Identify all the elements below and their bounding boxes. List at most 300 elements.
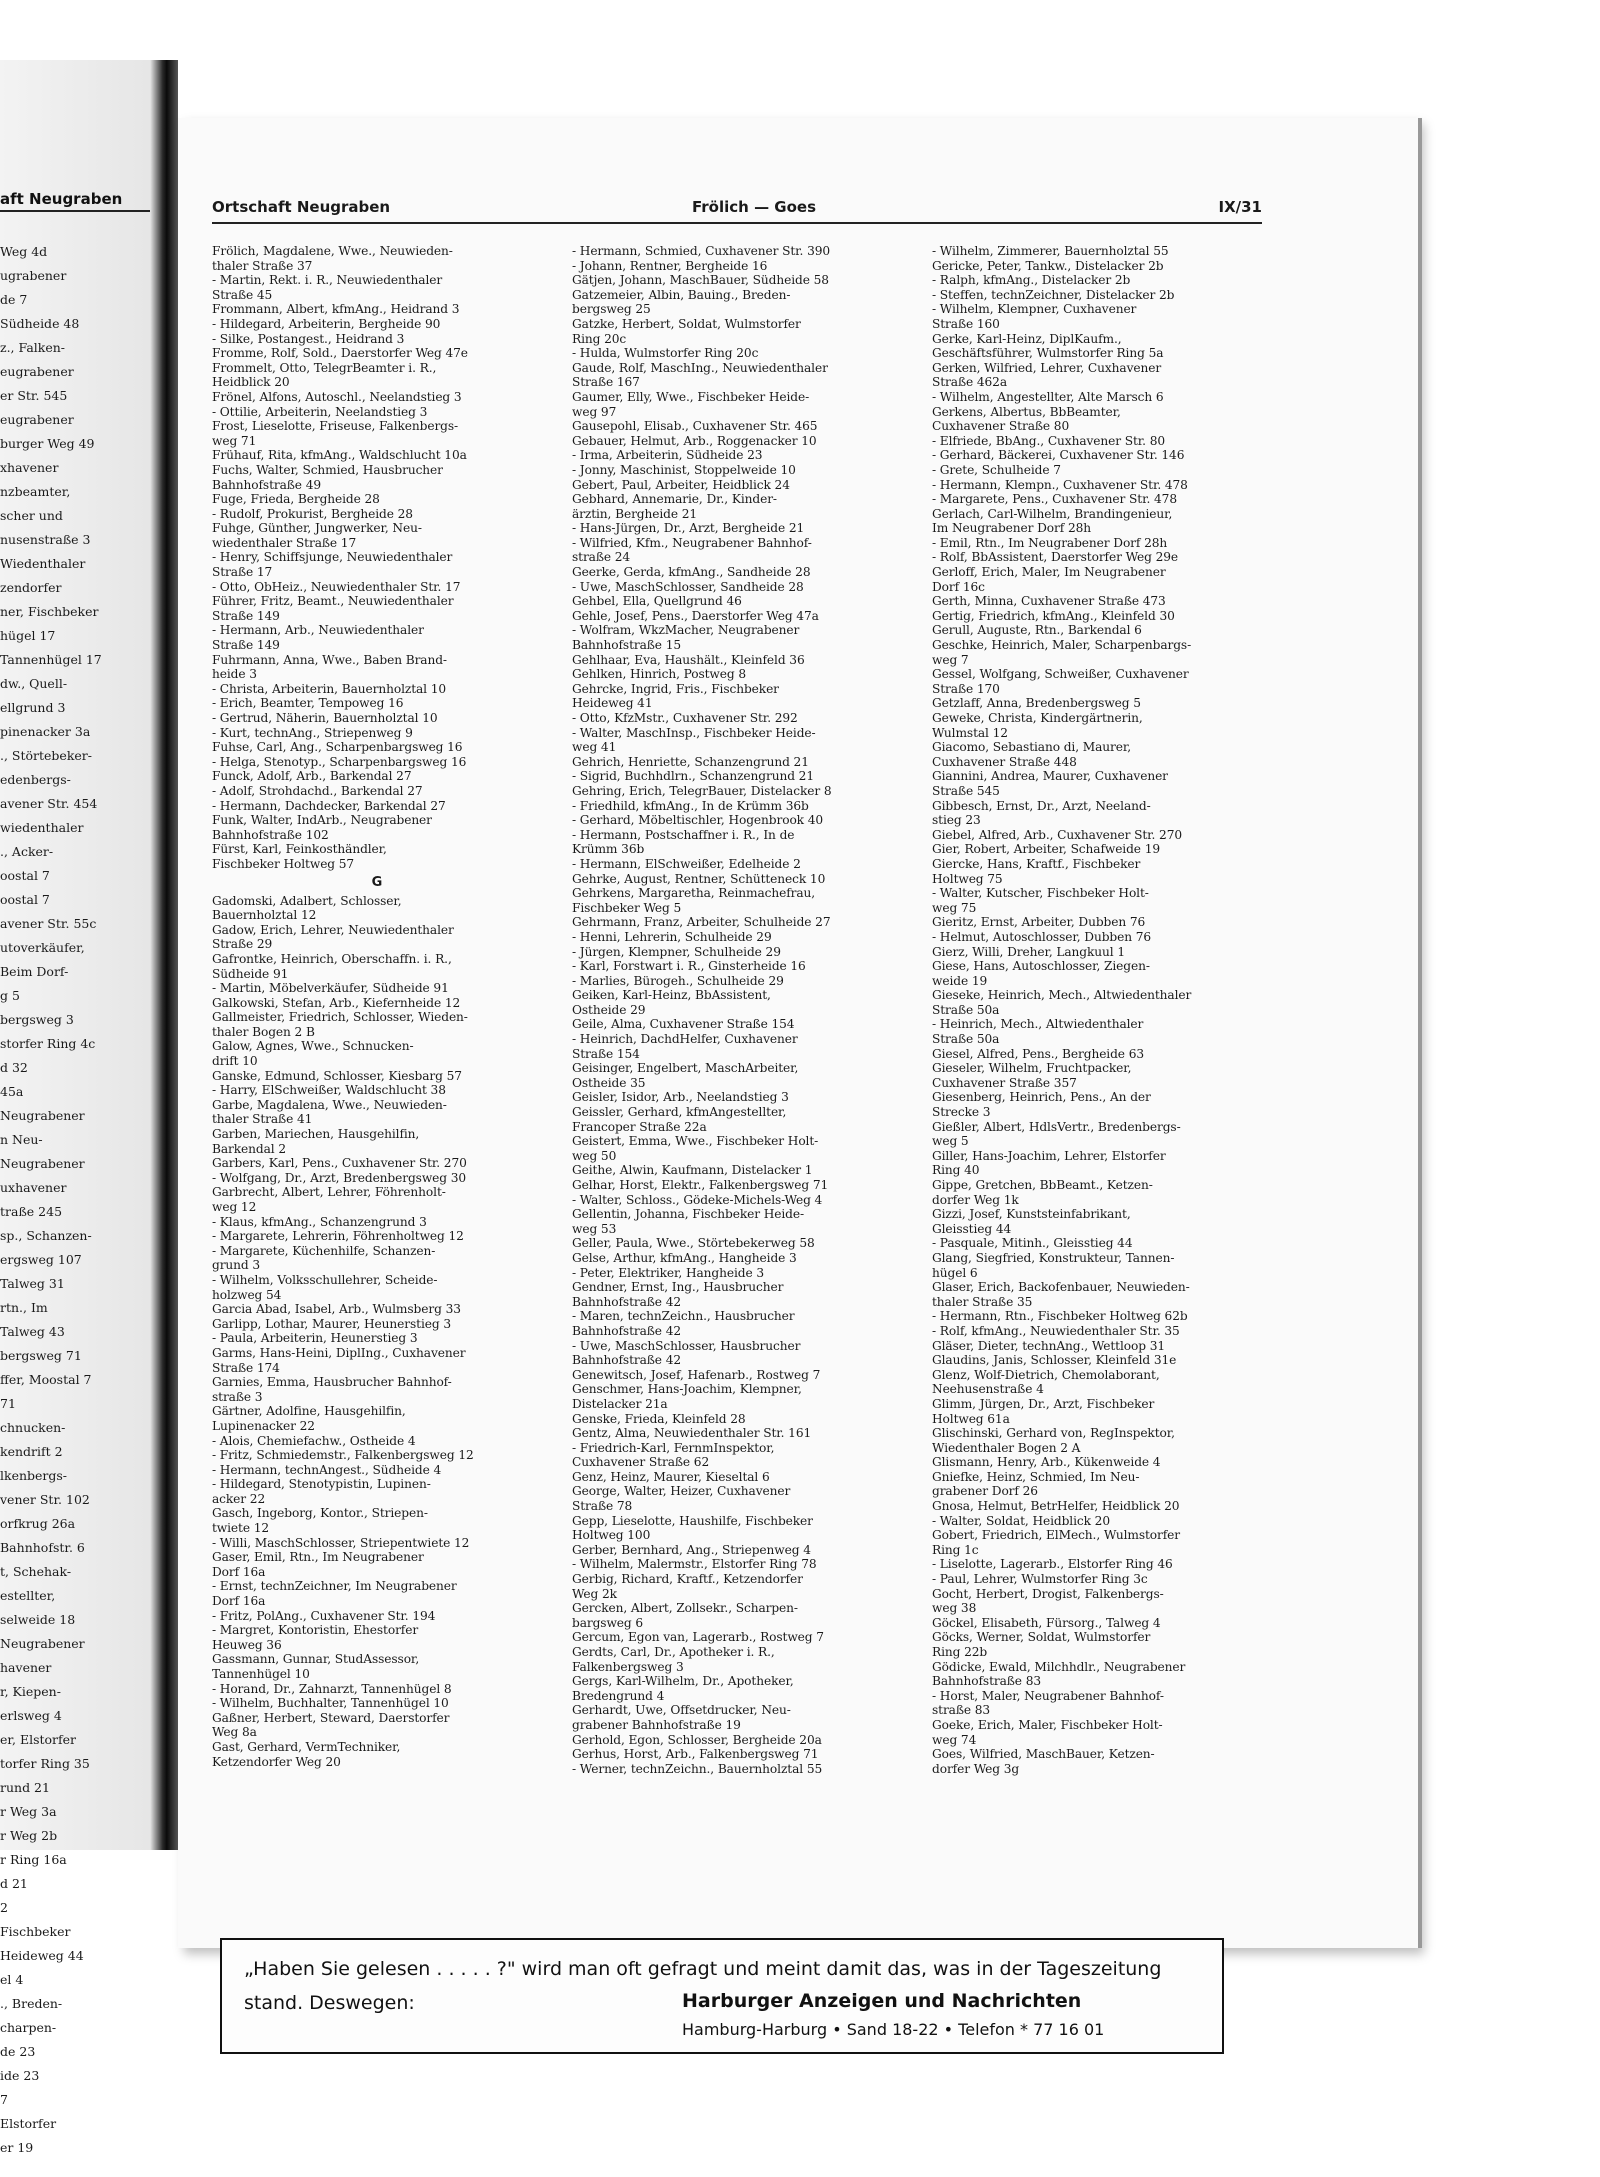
directory-entry: - Ralph, kfmAng., Distelacker 2b: [932, 273, 1131, 288]
directory-entry: Giannini, Andrea, Maurer, Cuxhavener: [932, 769, 1168, 784]
directory-entry: Gocht, Herbert, Drogist, Falkenbergs-: [932, 1586, 1164, 1601]
directory-entry: Gerdts, Carl, Dr., Apotheker i. R.,: [572, 1645, 775, 1659]
ad-address: Hamburg-Harburg • Sand 18-22 • Telefon * 77 16 01: [682, 2020, 1105, 2039]
directory-entry-continuation: Ring 20c: [572, 331, 627, 346]
previous-page-fragment: el 4: [0, 1972, 24, 1987]
book-gutter: [150, 60, 178, 1850]
directory-entry-continuation: Bahnhofstraße 83: [932, 1674, 1041, 1689]
directory-entry: - Wilhelm, Zimmerer, Bauernholztal 55: [932, 244, 1169, 258]
directory-entry: - Harry, ElSchweißer, Waldschlucht 38: [212, 1083, 446, 1098]
directory-entry: - Irma, Arbeiterin, Südheide 23: [572, 448, 763, 463]
directory-entry: George, Walter, Heizer, Cuxhavener: [572, 1484, 791, 1499]
directory-entry: Gießler, Albert, HdlsVertr., Bredenbergs-: [932, 1119, 1181, 1134]
directory-column-2: [572, 244, 902, 1776]
previous-page-fragment: pinenacker 3a: [0, 724, 91, 739]
directory-entry-continuation: bergsweg 25: [572, 302, 651, 317]
directory-entry-continuation: Weg 8a: [212, 1725, 257, 1740]
previous-page-fragment: Tannenhügel 17: [0, 652, 102, 667]
directory-entry: Garlipp, Lothar, Maurer, Heunerstieg 3: [212, 1316, 451, 1331]
directory-entry: - Hermann, Postschaffner i. R., In de: [572, 827, 795, 842]
directory-entry: - Hermann, technAngest., Südheide 4: [212, 1462, 442, 1477]
previous-page-fragment: ., Acker-: [0, 844, 54, 859]
previous-page-fragment: Fischbeker: [0, 1924, 71, 1939]
previous-page-fragment: oostal 7: [0, 892, 50, 907]
directory-entry: Goeke, Erich, Maler, Fischbeker Holt-: [932, 1717, 1163, 1732]
directory-entry: - Hermann, Arb., Neuwiedenthaler: [212, 623, 424, 638]
directory-column-1: [212, 244, 542, 1769]
directory-entry: - Horst, Maler, Neugrabener Bahnhof-: [932, 1688, 1164, 1703]
directory-entry: - Walter, Soldat, Heidblick 20: [932, 1513, 1110, 1528]
directory-entry-continuation: weg 74: [932, 1732, 977, 1747]
directory-entry: - Walter, Kutscher, Fischbeker Holt-: [932, 886, 1149, 901]
previous-page-fragment: eugrabener: [0, 412, 74, 427]
directory-entry: - Hermann, Klempn., Cuxhavener Str. 478: [932, 477, 1188, 492]
directory-entry: Ganske, Edmund, Schlosser, Kiesbarg 57: [212, 1068, 462, 1083]
previous-page-fragment: scher und: [0, 508, 63, 523]
directory-entry-continuation: Barkendal 2: [212, 1141, 286, 1156]
directory-entry-continuation: Wulmstal 12: [932, 725, 1008, 740]
directory-entry: Gerber, Bernhard, Ang., Striepenweg 4: [572, 1542, 811, 1557]
directory-entry: - Margarete, Lehrerin, Föhrenholtweg 12: [212, 1229, 464, 1244]
previous-page-fragment: ffer, Moostal 7: [0, 1372, 92, 1387]
directory-entry-continuation: Bahnhofstraße 42: [572, 1323, 681, 1338]
directory-entry-continuation: Cuxhavener Straße 62: [572, 1455, 710, 1470]
previous-page-fragment: utoverkäufer,: [0, 940, 85, 955]
previous-page-fragment: rund 21: [0, 1780, 50, 1795]
directory-entry: Giesenberg, Heinrich, Pens., An der: [932, 1090, 1151, 1105]
directory-entry: - Sigrid, Buchhdlrn., Schanzengrund 21: [572, 769, 814, 784]
directory-entry-continuation: thaler Bogen 2 B: [212, 1024, 315, 1039]
directory-entry: Gast, Gerhard, VermTechniker,: [212, 1739, 401, 1754]
directory-entry: Geweke, Christa, Kindergärtnerin,: [932, 711, 1143, 725]
directory-entry: Gätjen, Johann, MaschBauer, Südheide 58: [572, 273, 829, 288]
directory-entry: Gasch, Ingeborg, Kontor., Striepen-: [212, 1506, 428, 1521]
directory-entry: - Kurt, technAng., Striepenweg 9: [212, 725, 413, 740]
directory-entry: - Hildegard, Arbeiterin, Bergheide 90: [212, 316, 441, 331]
directory-entry-continuation: Neehusenstraße 4: [932, 1382, 1044, 1397]
header-locality: Ortschaft Neugraben: [212, 198, 391, 216]
directory-entry: Glang, Siegfried, Konstrukteur, Tannen-: [932, 1250, 1175, 1265]
previous-page-fragment: chnucken-: [0, 1420, 66, 1435]
directory-entry: Glimm, Jürgen, Dr., Arzt, Fischbeker: [932, 1396, 1155, 1411]
directory-entry: Giese, Hans, Autoschlosser, Ziegen-: [932, 959, 1150, 974]
directory-entry: Geithe, Alwin, Kaufmann, Distelacker 1: [572, 1163, 813, 1178]
directory-entry-continuation: Straße 462a: [932, 375, 1007, 390]
previous-page-fragment: n Neu-: [0, 1132, 43, 1147]
directory-entry-continuation: holzweg 54: [212, 1287, 282, 1302]
directory-entry-continuation: heide 3: [212, 667, 257, 682]
directory-entry-continuation: dorfer Weg 3g: [932, 1761, 1020, 1776]
previous-page-fragment: sp., Schanzen-: [0, 1228, 92, 1243]
directory-entry-continuation: weg 7: [932, 652, 969, 667]
directory-entry-continuation: hügel 6: [932, 1265, 978, 1280]
directory-entry-continuation: Ostheide 35: [572, 1075, 646, 1090]
directory-entry: - Margarete, Küchenhilfe, Schanzen-: [212, 1243, 436, 1258]
directory-entry-continuation: grund 3: [212, 1258, 261, 1273]
directory-entry: - Emil, Rtn., Im Neugrabener Dorf 28h: [932, 535, 1168, 550]
directory-entry: Gaumer, Elly, Wwe., Fischbeker Heide-: [572, 389, 810, 404]
previous-page-fragment: ide 23: [0, 2068, 40, 2083]
directory-entry: - Uwe, MaschSchlosser, Hausbrucher: [572, 1338, 801, 1353]
previous-page-fragment: burger Weg 49: [0, 436, 95, 451]
directory-entry: Gepp, Lieselotte, Haushilfe, Fischbeker: [572, 1513, 813, 1528]
directory-entry: - Maren, technZeichn., Hausbrucher: [572, 1309, 795, 1324]
directory-entry-continuation: Straße 50a: [932, 1002, 1000, 1017]
directory-entry-continuation: Straße 167: [572, 375, 640, 390]
directory-entry: - Wilhelm, Buchhalter, Tannenhügel 10: [212, 1696, 449, 1711]
directory-entry: Gebhard, Annemarie, Dr., Kinder-: [572, 492, 777, 507]
directory-entry: Gippe, Gretchen, BbBeamt., Ketzen-: [932, 1178, 1153, 1192]
directory-entry-continuation: straße 3: [212, 1389, 263, 1404]
directory-entry-continuation: Cuxhavener Straße 357: [932, 1075, 1077, 1090]
directory-entry: Frommelt, Otto, TelegrBeamter i. R.,: [212, 360, 437, 375]
directory-entry-continuation: Ring 22b: [932, 1645, 988, 1659]
directory-entry: Garbrecht, Albert, Lehrer, Föhrenholt-: [212, 1185, 446, 1200]
directory-entry: Geistert, Emma, Wwe., Fischbeker Holt-: [572, 1134, 819, 1149]
directory-entry-continuation: Lupinenacker 22: [212, 1418, 315, 1433]
previous-page-fragment: oostal 7: [0, 868, 50, 883]
directory-entry: Genz, Heinz, Maurer, Kieseltal 6: [572, 1469, 770, 1484]
directory-entry: Fromme, Rolf, Sold., Daerstorfer Weg 47e: [212, 346, 468, 361]
previous-page-fragment: charpen-: [0, 2020, 57, 2035]
directory-entry-continuation: Ostheide 29: [572, 1002, 646, 1017]
directory-entry-continuation: Holtweg 61a: [932, 1411, 1010, 1426]
previous-page-fragment: uxhavener: [0, 1180, 67, 1195]
previous-page-fragment: Beim Dorf-: [0, 964, 69, 979]
directory-entry: - Horand, Dr., Zahnarzt, Tannenhügel 8: [212, 1681, 452, 1696]
directory-entry: - Friedrich-Karl, FernmInspektor,: [572, 1440, 775, 1455]
directory-entry: Frommann, Albert, kfmAng., Heidrand 3: [212, 302, 460, 317]
directory-entry-continuation: weide 19: [932, 973, 988, 988]
ad-newspaper-name: Harburger Anzeigen und Nachrichten: [682, 1990, 1082, 2012]
previous-page-edge: [0, 60, 150, 2155]
directory-entry: Göckel, Elisabeth, Fürsorg., Talweg 4: [932, 1615, 1161, 1630]
previous-page-header: aft Neugraben: [0, 190, 123, 208]
directory-entry: - Alois, Chemiefachw., Ostheide 4: [212, 1433, 416, 1448]
directory-entry: - Johann, Rentner, Bergheide 16: [572, 258, 768, 273]
previous-page-fragment: er Str. 545: [0, 388, 68, 403]
directory-entry-continuation: Falkenbergsweg 3: [572, 1659, 684, 1674]
directory-entry: Gierz, Willi, Dreher, Langkuul 1: [932, 944, 1126, 959]
previous-page-fragment: Neugrabener: [0, 1108, 85, 1123]
header-page-number: IX/31: [1218, 198, 1262, 216]
previous-page-fragment: Heideweg 44: [0, 1948, 84, 1963]
directory-entry-continuation: weg 41: [572, 740, 617, 755]
previous-page-fragment: ugrabener: [0, 268, 67, 283]
directory-entry-continuation: grabener Dorf 26: [932, 1484, 1038, 1499]
directory-entry: - Gertrud, Näherin, Bauernholztal 10: [212, 711, 438, 725]
directory-entry: Gausepohl, Elisab., Cuxhavener Str. 465: [572, 419, 818, 434]
directory-entry: Garbe, Magdalena, Wwe., Neuwieden-: [212, 1097, 447, 1112]
directory-entry-continuation: drift 10: [212, 1054, 258, 1069]
directory-entry: - Hermann, Rtn., Fischbeker Holtweg 62b: [932, 1309, 1188, 1324]
previous-page-fragment: vener Str. 102: [0, 1492, 90, 1507]
directory-entry: Gieseler, Wilhelm, Fruchtpacker,: [932, 1061, 1132, 1076]
directory-entry: Gericke, Peter, Tankw., Distelacker 2b: [932, 258, 1164, 273]
directory-entry: - Hermann, ElSchweißer, Edelheide 2: [572, 856, 801, 871]
previous-page-fragment: eugrabener: [0, 364, 74, 379]
directory-entry: - Gerhard, Bäckerei, Cuxhavener Str. 146: [932, 448, 1185, 463]
directory-entry: - Pasquale, Mitinh., Gleisstieg 44: [932, 1236, 1133, 1251]
directory-entry: - Uwe, MaschSchlosser, Sandheide 28: [572, 579, 804, 594]
previous-page-fragment: 7: [0, 2092, 8, 2107]
directory-entry: Fuhse, Carl, Ang., Scharpenbargsweg 16: [212, 740, 463, 755]
directory-entry: Gerhus, Horst, Arb., Falkenbergsweg 71: [572, 1747, 819, 1762]
directory-entry: Gafrontke, Heinrich, Oberschaffn. i. R.,: [212, 951, 452, 966]
directory-entry: - Heinrich, DachdHelfer, Cuxhavener: [572, 1032, 798, 1047]
directory-entry-continuation: Straße 154: [572, 1046, 640, 1061]
directory-entry: Gerbig, Richard, Kraftf., Ketzendorfer: [572, 1572, 803, 1587]
directory-entry: Gehrkens, Margaretha, Reinmachefrau,: [572, 886, 816, 901]
previous-page-fragment: ner, Fischbeker: [0, 604, 99, 619]
previous-page-fragment: nusenstraße 3: [0, 532, 91, 547]
directory-entry: - Walter, MaschInsp., Fischbeker Heide-: [572, 725, 816, 740]
directory-entry-continuation: Im Neugrabener Dorf 28h: [932, 521, 1092, 536]
directory-entry-continuation: Ring 1c: [932, 1542, 979, 1557]
directory-entry: Gebauer, Helmut, Arb., Roggenacker 10: [572, 433, 817, 448]
directory-entry: - Wilhelm, Klempner, Cuxhavener: [932, 302, 1137, 317]
directory-entry: - Helmut, Autoschlosser, Dubben 76: [932, 929, 1152, 944]
directory-entry-continuation: Ketzendorfer Weg 20: [212, 1754, 341, 1769]
previous-page-fragment: avener Str. 55c: [0, 916, 97, 931]
directory-entry: Gerloff, Erich, Maler, Im Neugrabener: [932, 565, 1166, 580]
directory-entry-continuation: wiedenthaler Straße 17: [212, 535, 357, 550]
directory-entry: - Wolfgang, Dr., Arzt, Bredenbergsweg 30: [212, 1170, 467, 1185]
directory-entry: Fürst, Karl, Feinkosthändler,: [212, 842, 387, 857]
previous-page-fragment: ., Breden-: [0, 1996, 63, 2011]
directory-entry: Gatzemeier, Albin, Bauing., Breden-: [572, 287, 791, 302]
directory-entry: - Paula, Arbeiterin, Heunerstieg 3: [212, 1331, 418, 1346]
directory-entry: - Liselotte, Lagerarb., Elstorfer Ring 46: [932, 1557, 1173, 1572]
previous-page-fragment: t, Schehak-: [0, 1564, 72, 1579]
directory-entry: - Hulda, Wulmstorfer Ring 20c: [572, 346, 759, 361]
directory-entry: Geisler, Isidor, Arb., Neelandstieg 3: [572, 1090, 789, 1105]
directory-entry: - Grete, Schulheide 7: [932, 462, 1061, 477]
previous-page-fragment: wiedenthaler: [0, 820, 84, 835]
directory-entry: Glenz, Wolf-Dietrich, Chemolaborant,: [932, 1367, 1160, 1382]
directory-entry-continuation: thaler Straße 41: [212, 1112, 313, 1127]
directory-entry: Göcks, Werner, Soldat, Wulmstorfer: [932, 1630, 1151, 1645]
previous-page-fragment: Neugrabener: [0, 1636, 85, 1651]
directory-entry: Gatzke, Herbert, Soldat, Wulmstorfer: [572, 316, 801, 331]
directory-entry: - Henni, Lehrerin, Schulheide 29: [572, 929, 772, 944]
directory-entry-continuation: Bahnhofstraße 42: [572, 1353, 681, 1368]
directory-entry: Gier, Robert, Arbeiter, Schafweide 19: [932, 842, 1161, 857]
directory-entry-continuation: Wiedenthaler Bogen 2 A: [932, 1440, 1081, 1455]
previous-page-fragment: Talweg 31: [0, 1276, 65, 1291]
directory-entry: Gelse, Arthur, kfmAng., Hangheide 3: [572, 1250, 797, 1265]
directory-entry: Gerlach, Carl-Wilhelm, Brandingenieur,: [932, 506, 1173, 521]
directory-entry-continuation: Dorf 16a: [212, 1564, 266, 1579]
previous-page-fragment: r Weg 3a: [0, 1804, 57, 1819]
directory-entry: - Otto, ObHeiz., Neuwiedenthaler Str. 17: [212, 579, 461, 594]
directory-entry: Gentz, Alma, Neuwiedenthaler Str. 161: [572, 1426, 812, 1441]
directory-entry: Giercke, Hans, Kraftf., Fischbeker: [932, 856, 1141, 871]
previous-page-fragment: orfkrug 26a: [0, 1516, 76, 1531]
directory-entry: - Helga, Stenotyp., Scharpenbargsweg 16: [212, 754, 467, 769]
directory-entry: Gniefke, Heinz, Schmied, Im Neu-: [932, 1469, 1140, 1484]
newspaper-advertisement: [220, 1938, 1224, 2054]
directory-entry-continuation: dorfer Weg 1k: [932, 1192, 1019, 1207]
previous-page-fragments: [0, 240, 150, 2160]
directory-entry-continuation: twiete 12: [212, 1521, 270, 1536]
directory-entry-continuation: Straße 149: [212, 638, 280, 653]
directory-entry: - Wilhelm, Volksschullehrer, Scheide-: [212, 1272, 438, 1287]
directory-entry: Gehrcke, Ingrid, Fris., Fischbeker: [572, 681, 779, 696]
directory-entry-continuation: bargsweg 6: [572, 1615, 644, 1630]
directory-entry: Frühauf, Rita, kfmAng., Waldschlucht 10a: [212, 448, 467, 463]
directory-entry: Gaßner, Herbert, Steward, Daerstorfer: [212, 1710, 450, 1725]
directory-entry: Giesel, Alfred, Pens., Bergheide 63: [932, 1046, 1145, 1061]
header-rule: [212, 222, 1262, 224]
directory-entry: - Gerhard, Möbeltischler, Hogenbrook 40: [572, 813, 824, 828]
directory-entry: Gessel, Wolfgang, Schweißer, Cuxhavener: [932, 667, 1189, 682]
directory-entry: Gärtner, Adolfine, Hausgehilfin,: [212, 1404, 406, 1419]
previous-page-fragment: er 19: [0, 2140, 34, 2155]
directory-entry: - Fritz, Schmiedemstr., Falkenbergsweg 12: [212, 1448, 474, 1463]
directory-entry-continuation: weg 5: [932, 1134, 969, 1149]
directory-entry: Galkowski, Stefan, Arb., Kiefernheide 12: [212, 995, 461, 1010]
previous-page-fragment: 71: [0, 1396, 16, 1411]
directory-entry: - Fritz, PolAng., Cuxhavener Str. 194: [212, 1608, 436, 1623]
directory-entry: Gerkens, Albertus, BbBeamter,: [932, 404, 1121, 419]
directory-entry: - Wilfried, Kfm., Neugrabener Bahnhof-: [572, 535, 812, 550]
directory-entry-continuation: Heideweg 41: [572, 696, 653, 711]
directory-entry: Gerth, Minna, Cuxhavener Straße 473: [932, 594, 1166, 609]
directory-entry: - Jürgen, Klempner, Schulheide 29: [572, 944, 781, 959]
directory-entry-continuation: Distelacker 21a: [572, 1396, 668, 1411]
directory-entry: - Ottilie, Arbeiterin, Neelandstieg 3: [212, 404, 428, 419]
directory-entry-continuation: straße 83: [932, 1703, 991, 1718]
directory-entry: - Margret, Kontoristin, Ehestorfer: [212, 1623, 419, 1638]
previous-page-fragment: selweide 18: [0, 1612, 76, 1627]
directory-entry-continuation: grabener Bahnhofstraße 19: [572, 1717, 741, 1732]
directory-entry: Gassmann, Gunnar, StudAssessor,: [212, 1652, 420, 1667]
directory-entry-continuation: Bahnhofstraße 49: [212, 477, 321, 492]
directory-entry: - Klaus, kfmAng., Schanzengrund 3: [212, 1214, 427, 1229]
directory-entry-continuation: Straße 50a: [932, 1032, 1000, 1047]
letter-section-heading: G: [371, 874, 383, 890]
directory-entry: Gnosa, Helmut, BetrHelfer, Heidblick 20: [932, 1499, 1180, 1514]
directory-entry: Gergs, Karl-Wilhelm, Dr., Apotheker,: [572, 1674, 794, 1689]
directory-entry: Fuhrmann, Anna, Wwe., Baben Brand-: [212, 652, 447, 667]
directory-entry-continuation: Südheide 91: [212, 966, 289, 981]
previous-page-fragment: g 5: [0, 988, 20, 1003]
directory-entry: Gendner, Ernst, Ing., Hausbrucher: [572, 1280, 784, 1295]
directory-entry: Geerke, Gerda, kfmAng., Sandheide 28: [572, 565, 811, 580]
directory-entry: - Silke, Postangest., Heidrand 3: [212, 331, 405, 346]
directory-entry: Frost, Lieselotte, Friseuse, Falkenbergs-: [212, 419, 459, 434]
directory-entry: - Ernst, technZeichner, Im Neugrabener: [212, 1579, 457, 1594]
directory-entry-continuation: Straße 78: [572, 1499, 633, 1514]
directory-entry: Gellentin, Johanna, Fischbeker Heide-: [572, 1207, 805, 1222]
directory-entry: Fuhge, Günther, Jungwerker, Neu-: [212, 521, 422, 536]
directory-entry-continuation: Dorf 16c: [932, 579, 985, 594]
directory-entry: Garbers, Karl, Pens., Cuxhavener Str. 270: [212, 1156, 467, 1171]
directory-entry-continuation: thaler Straße 37: [212, 258, 313, 273]
directory-entry: Gercken, Albert, Zollsekr., Scharpen-: [572, 1601, 798, 1616]
directory-entry: - Martin, Möbelverkäufer, Südheide 91: [212, 981, 449, 996]
previous-page-fragment: avener Str. 454: [0, 796, 98, 811]
directory-entry-continuation: Gleisstieg 44: [932, 1221, 1012, 1236]
previous-page-fragment: lkenbergs-: [0, 1468, 68, 1483]
directory-entry: Goes, Wilfried, MaschBauer, Ketzen-: [932, 1747, 1155, 1762]
directory-entry: Genewitsch, Josef, Hafenarb., Rostweg 7: [572, 1367, 821, 1382]
directory-entry-continuation: Heuweg 36: [212, 1637, 282, 1652]
directory-entry: Funck, Adolf, Arb., Barkendal 27: [212, 769, 412, 784]
previous-page-fragment: havener: [0, 1660, 52, 1675]
directory-entry: Garnies, Emma, Hausbrucher Bahnhof-: [212, 1375, 452, 1390]
directory-entry: - Christa, Arbeiterin, Bauernholztal 10: [212, 681, 447, 696]
directory-entry: Gödicke, Ewald, Milchhdlr., Neugrabener: [932, 1659, 1186, 1674]
previous-page-fragment: de 7: [0, 292, 28, 307]
directory-entry-continuation: ärztin, Bergheide 21: [572, 506, 698, 521]
directory-entry: Galow, Agnes, Wwe., Schnucken-: [212, 1039, 414, 1054]
previous-page-fragment: 2: [0, 1900, 8, 1915]
directory-entry: - Rolf, kfmAng., Neuwiedenthaler Str. 35: [932, 1323, 1180, 1338]
page-header: [212, 196, 1262, 222]
directory-entry: - Elfriede, BbAng., Cuxhavener Str. 80: [932, 433, 1166, 448]
directory-entry: - Adolf, Strohdachd., Barkendal 27: [212, 783, 423, 798]
directory-entry: - Willi, MaschSchlosser, Striepentwiete 12: [212, 1535, 470, 1550]
directory-entry-continuation: Francoper Straße 22a: [572, 1119, 707, 1134]
previous-page-fragment: Neugrabener: [0, 1156, 85, 1171]
directory-entry: Glischinski, Gerhard von, RegInspektor,: [932, 1426, 1175, 1441]
directory-entry: - Hans-Jürgen, Dr., Arzt, Bergheide 21: [572, 521, 805, 536]
previous-page-fragment: Elstorfer: [0, 2116, 57, 2131]
directory-entry: Gelhar, Horst, Elektr., Falkenbergsweg 71: [572, 1178, 829, 1192]
previous-page-fragment: Wiedenthaler: [0, 556, 86, 571]
directory-entry: Frönel, Alfons, Autoschl., Neelandstieg 3: [212, 389, 462, 404]
directory-entry-continuation: Straße 545: [932, 783, 1000, 798]
directory-entry: Gerull, Auguste, Rtn., Barkendal 6: [932, 623, 1142, 638]
directory-entry: - Walter, Schloss., Gödeke-Michels-Weg 4: [572, 1192, 823, 1207]
directory-entry: - Rolf, BbAssistent, Daerstorfer Weg 29e: [932, 550, 1179, 565]
directory-entry-continuation: weg 97: [572, 404, 617, 419]
previous-page-fragment: Talweg 43: [0, 1324, 65, 1339]
directory-entry-continuation: Geschäftsführer, Wulmstorfer Ring 5a: [932, 346, 1164, 361]
directory-entry-continuation: Cuxhavener Straße 448: [932, 754, 1077, 769]
directory-entry: - Steffen, technZeichner, Distelacker 2b: [932, 287, 1175, 302]
directory-entry: Geissler, Gerhard, kfmAngestellter,: [572, 1105, 787, 1120]
directory-entry: Gieseke, Heinrich, Mech., Altwiedenthaler: [932, 988, 1192, 1003]
directory-entry-continuation: stieg 23: [932, 813, 981, 828]
directory-entry: Gercum, Egon van, Lagerarb., Rostweg 7: [572, 1630, 824, 1645]
previous-page-fragment: ., Störtebeker-: [0, 748, 92, 763]
directory-entry: - Jonny, Maschinist, Stoppelweide 10: [572, 462, 796, 477]
directory-entry-continuation: Holtweg 100: [572, 1528, 651, 1543]
previous-page-fragment: traße 245: [0, 1204, 63, 1219]
directory-entry: - Peter, Elektriker, Hangheide 3: [572, 1265, 764, 1280]
directory-entry-continuation: weg 12: [212, 1200, 257, 1214]
directory-entry: - Friedhild, kfmAng., In de Krümm 36b: [572, 798, 809, 813]
directory-entry: - Wolfram, WkzMacher, Neugrabener: [572, 623, 800, 638]
directory-entry-continuation: acker 22: [212, 1491, 266, 1506]
directory-entry: Gehrich, Henriette, Schanzengrund 21: [572, 754, 809, 769]
directory-entry: Giller, Hans-Joachim, Lehrer, Elstorfer: [932, 1148, 1166, 1163]
directory-entry: - Werner, technZeichn., Bauernholztal 55: [572, 1761, 823, 1776]
directory-entry-continuation: weg 53: [572, 1221, 617, 1236]
directory-entry: Gallmeister, Friedrich, Schlosser, Wieden-: [212, 1010, 468, 1025]
directory-entry: Frölich, Magdalene, Wwe., Neuwieden-: [212, 244, 453, 258]
previous-page-fragment: z., Falken-: [0, 340, 66, 355]
directory-entry-continuation: Bahnhofstraße 15: [572, 638, 681, 653]
directory-entry: - Wilhelm, Malermstr., Elstorfer Ring 78: [572, 1557, 817, 1572]
directory-entry-continuation: Straße 174: [212, 1360, 280, 1375]
directory-entry-continuation: straße 24: [572, 550, 631, 565]
directory-entry-continuation: Krümm 36b: [572, 842, 645, 857]
directory-entry: Gehlken, Hinrich, Postweg 8: [572, 667, 746, 682]
